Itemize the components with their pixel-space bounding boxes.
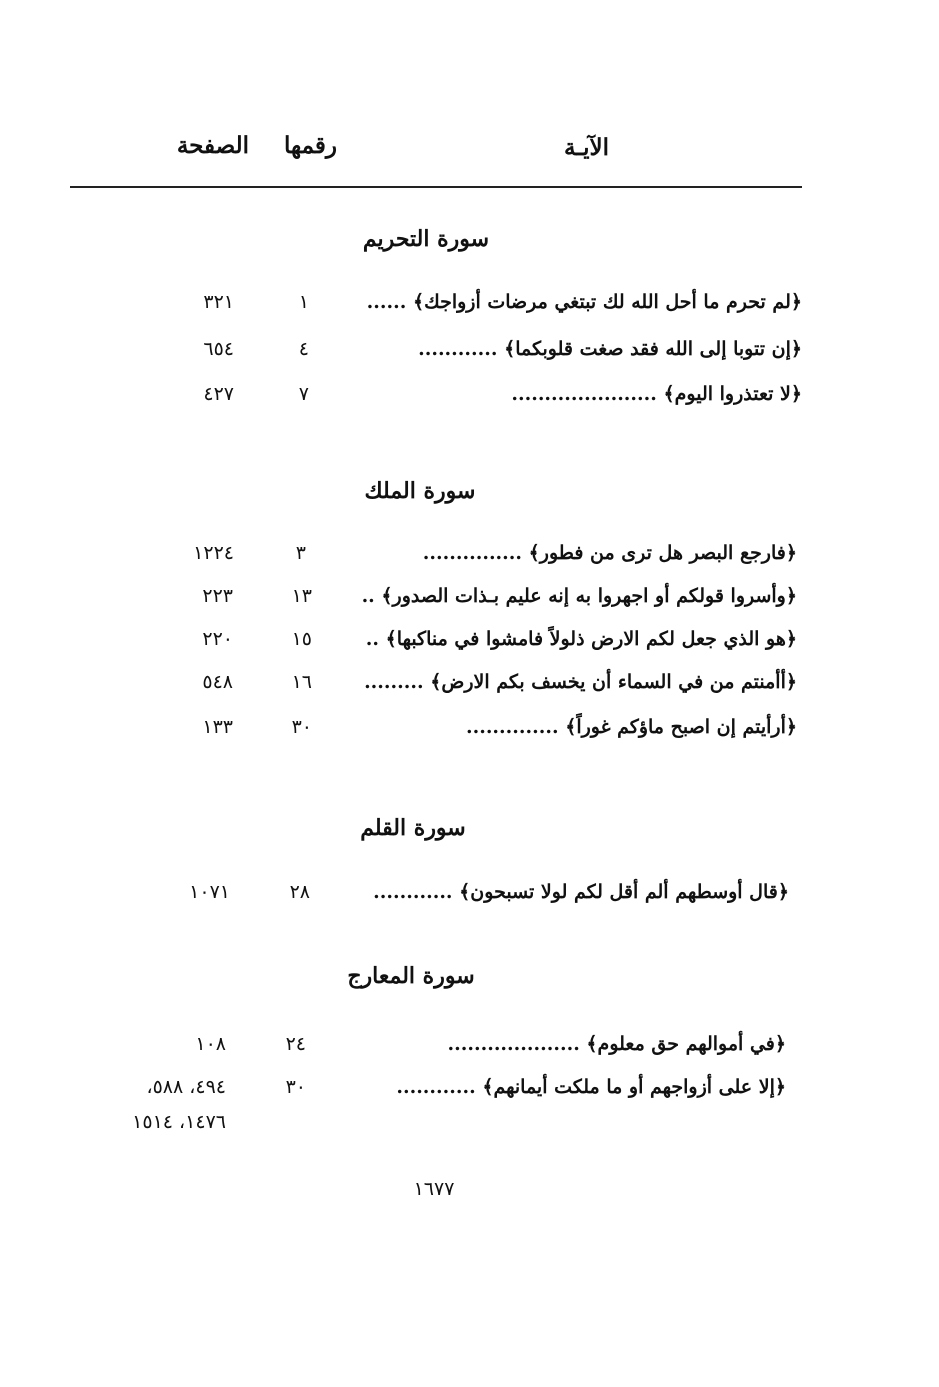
surah-title: سورة المعارج [347,963,475,989]
page-ref: ٤٢٧ [203,383,234,405]
verse-text: ﴿وأسروا قولكم أو اجهروا به إنه عليم بـذات الصدور﴾ .. [361,585,797,607]
verse-number: ١٥ [291,628,312,650]
verse-number: ٣٠ [291,716,312,738]
surah-title: سورة الملك [364,478,476,504]
verse-text: ﴿أأمنتم من في السماء أن يخسف بكم الارض﴾ ......... [364,671,797,693]
header-verse: الآيـة [564,134,609,161]
page-ref: ١٣٣ [202,716,233,738]
verse-text: ﴿في أموالهم حق معلوم﴾ .................... [447,1033,786,1055]
table-row [0,378,939,410]
verse-number: ٤ [298,338,309,360]
surah-title: سورة القلم [360,815,466,841]
page-ref: ٢٢٠ [202,628,233,650]
surah-title: سورة التحريم [362,226,490,252]
page-ref: ٥٤٨ [202,671,233,693]
table-row [0,333,939,365]
verse-number: ٢٨ [289,881,310,903]
page-ref: ٦٥٤ [203,338,234,360]
page-ref: ١٠٧١ [189,881,230,903]
page-ref: ١٠٨ [195,1033,226,1055]
page-ref: ١٢٢٤ [193,542,234,564]
table-row [0,537,939,569]
table-row [0,623,939,655]
page-ref: ٤٩٤، ٥٨٨، [146,1076,226,1098]
table-row [0,876,939,908]
verse-number: ١٦ [291,671,312,693]
verse-number: ١٣ [291,585,312,607]
table-row [0,580,939,612]
header-divider [70,186,802,188]
header-number: رقمها [283,132,337,159]
verse-text: ﴿قال أوسطهم ألم أقل لكم لولا تسبحون﴾ ............ [373,881,789,903]
page-ref-continuation: ١٤٧٦، ١٥١٤ [132,1111,226,1133]
verse-text: ﴿لم تحرم ما أحل الله لك تبتغي مرضات أزواجك﴾ ...... [366,291,802,313]
table-row [0,666,939,698]
verse-text: ﴿إن تتوبا إلى الله فقد صغت قلوبكما﴾ ............ [418,338,802,360]
verse-text: ﴿أرأيتم إن اصبح ماؤكم غوراً﴾ .............. [465,716,797,738]
table-row [0,1028,939,1060]
table-row [0,711,939,743]
verse-number: ١ [298,291,309,313]
verse-text: ﴿إلا على أزواجهم أو ما ملكت أيمانهم﴾ ............ [396,1076,786,1098]
verse-number: ٧ [298,383,309,405]
verse-number: ٣ [295,542,306,564]
verse-text: ﴿فارجع البصر هل ترى من فطور﴾ ............... [422,542,797,564]
table-row [0,1071,939,1103]
page-number: ١٦٧٧ [413,1178,455,1200]
header-page: الصفحة [176,132,249,159]
verse-text: ﴿لا تعتذروا اليوم﴾ ...................... [511,383,802,405]
page-ref: ٢٢٣ [202,585,233,607]
verse-text: ﴿هو الذي جعل لكم الارض ذلولاً فامشوا في مناكبها﴾ .. [365,628,797,650]
verse-number: ٢٤ [285,1033,306,1055]
verse-number: ٣٠ [285,1076,306,1098]
page-ref: ٣٢١ [203,291,234,313]
table-row [0,286,939,318]
